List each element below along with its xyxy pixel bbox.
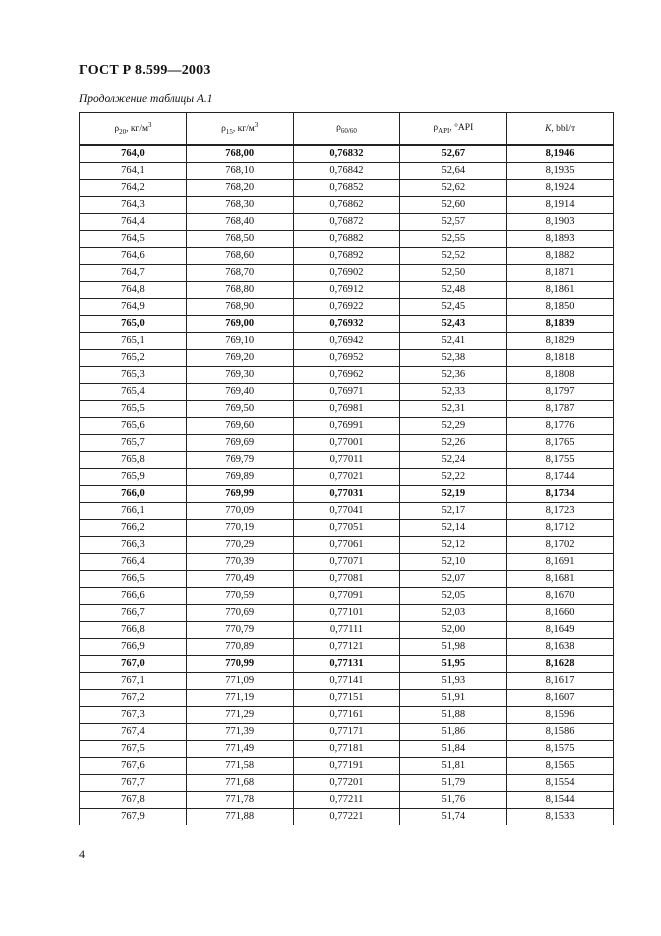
table-cell: 0,77051 — [293, 520, 400, 537]
column-symbol: ρ — [114, 124, 120, 135]
table-cell: 769,79 — [186, 452, 293, 469]
table-cell: 768,50 — [186, 231, 293, 248]
table-cell: 769,69 — [186, 435, 293, 452]
table-row — [80, 758, 614, 775]
table-cell: 52,50 — [400, 265, 507, 282]
table-cell: 0,77151 — [293, 690, 400, 707]
table-cell: 8,1744 — [507, 469, 614, 486]
table-row — [80, 145, 614, 163]
table-cell: 0,76882 — [293, 231, 400, 248]
table-header-row — [80, 113, 614, 146]
table-cell: 764,8 — [80, 282, 187, 299]
table-cell: 8,1670 — [507, 588, 614, 605]
table-cell: 766,6 — [80, 588, 187, 605]
table-row — [80, 724, 614, 741]
table-cell: 0,77221 — [293, 809, 400, 826]
column-header — [507, 113, 614, 146]
table-cell: 769,89 — [186, 469, 293, 486]
table-row — [80, 282, 614, 299]
table-row — [80, 690, 614, 707]
table-cell: 51,74 — [400, 809, 507, 826]
document-title: ГОСТ Р 8.599—2003 — [79, 63, 211, 78]
table-cell: 0,76862 — [293, 197, 400, 214]
table-cell: 770,19 — [186, 520, 293, 537]
table-row — [80, 486, 614, 503]
table-cell: 768,60 — [186, 248, 293, 265]
table-cell: 52,14 — [400, 520, 507, 537]
table-cell: 766,2 — [80, 520, 187, 537]
column-superscript: 3 — [254, 120, 259, 129]
table-cell: 771,39 — [186, 724, 293, 741]
column-header — [186, 113, 293, 146]
table-cell: 52,64 — [400, 163, 507, 180]
table-cell: 8,1723 — [507, 503, 614, 520]
table-row — [80, 452, 614, 469]
table-cell: 765,8 — [80, 452, 187, 469]
table-cell: 768,70 — [186, 265, 293, 282]
table-cell: 8,1734 — [507, 486, 614, 503]
table-cell: 8,1797 — [507, 384, 614, 401]
table-cell: 8,1660 — [507, 605, 614, 622]
table-cell: 0,76872 — [293, 214, 400, 231]
table-cell: 768,80 — [186, 282, 293, 299]
table-cell: 765,6 — [80, 418, 187, 435]
table-cell: 51,88 — [400, 707, 507, 724]
table-cell: 770,49 — [186, 571, 293, 588]
table-cell: 767,6 — [80, 758, 187, 775]
table-cell: 52,22 — [400, 469, 507, 486]
table-cell: 0,76932 — [293, 316, 400, 333]
table-cell: 0,77081 — [293, 571, 400, 588]
table-row — [80, 656, 614, 673]
table-cell: 0,77001 — [293, 435, 400, 452]
table-cell: 768,20 — [186, 180, 293, 197]
table-cell: 8,1946 — [507, 145, 614, 163]
table-cell: 52,43 — [400, 316, 507, 333]
table-cell: 52,33 — [400, 384, 507, 401]
table-row — [80, 605, 614, 622]
column-unit: , bbl/т — [551, 123, 576, 134]
table-cell: 51,93 — [400, 673, 507, 690]
table-cell: 764,0 — [80, 145, 187, 163]
table-cell: 768,00 — [186, 145, 293, 163]
table-cell: 0,77171 — [293, 724, 400, 741]
table-row — [80, 554, 614, 571]
table-cell: 8,1712 — [507, 520, 614, 537]
table-cell: 8,1914 — [507, 197, 614, 214]
table-cell: 8,1935 — [507, 163, 614, 180]
table-row — [80, 741, 614, 758]
table-cell: 764,6 — [80, 248, 187, 265]
table-cell: 51,76 — [400, 792, 507, 809]
table-cell: 764,2 — [80, 180, 187, 197]
table-cell: 0,77071 — [293, 554, 400, 571]
table-cell: 8,1691 — [507, 554, 614, 571]
table-cell: 51,91 — [400, 690, 507, 707]
table-cell: 0,77061 — [293, 537, 400, 554]
table-cell: 52,26 — [400, 435, 507, 452]
table-cell: 770,79 — [186, 622, 293, 639]
table-cell: 8,1808 — [507, 367, 614, 384]
table-cell: 8,1924 — [507, 180, 614, 197]
table-cell: 766,0 — [80, 486, 187, 503]
table-cell: 0,76942 — [293, 333, 400, 350]
table-cell: 767,9 — [80, 809, 187, 826]
table-cell: 51,84 — [400, 741, 507, 758]
table-cell: 770,09 — [186, 503, 293, 520]
table-cell: 768,40 — [186, 214, 293, 231]
table-cell: 0,76971 — [293, 384, 400, 401]
table-cell: 8,1871 — [507, 265, 614, 282]
table-cell: 8,1893 — [507, 231, 614, 248]
table-cell: 0,77041 — [293, 503, 400, 520]
table-row — [80, 792, 614, 809]
table-cell: 52,48 — [400, 282, 507, 299]
table-cell: 0,76952 — [293, 350, 400, 367]
table-cell: 0,76852 — [293, 180, 400, 197]
table-cell: 767,7 — [80, 775, 187, 792]
table-cell: 0,77211 — [293, 792, 400, 809]
table-cell: 766,5 — [80, 571, 187, 588]
table-cell: 52,19 — [400, 486, 507, 503]
column-header — [80, 113, 187, 146]
table-cell: 0,76902 — [293, 265, 400, 282]
table-cell: 764,3 — [80, 197, 187, 214]
table-row — [80, 707, 614, 724]
table-cell: 8,1839 — [507, 316, 614, 333]
table-cell: 765,9 — [80, 469, 187, 486]
table-cell: 769,10 — [186, 333, 293, 350]
table-cell: 767,5 — [80, 741, 187, 758]
table-cell: 8,1554 — [507, 775, 614, 792]
table-cell: 52,45 — [400, 299, 507, 316]
table-cell: 769,30 — [186, 367, 293, 384]
table-cell: 767,1 — [80, 673, 187, 690]
table-cell: 52,03 — [400, 605, 507, 622]
table-cell: 769,99 — [186, 486, 293, 503]
table-cell: 0,77101 — [293, 605, 400, 622]
table-cell: 8,1882 — [507, 248, 614, 265]
table-row — [80, 214, 614, 231]
table-cell: 765,0 — [80, 316, 187, 333]
table-cell: 764,7 — [80, 265, 187, 282]
table-cell: 52,62 — [400, 180, 507, 197]
table-cell: 8,1575 — [507, 741, 614, 758]
column-superscript: 3 — [147, 120, 152, 129]
table-row — [80, 673, 614, 690]
table-cell: 0,77191 — [293, 758, 400, 775]
table-cell: 766,3 — [80, 537, 187, 554]
table-cell: 52,38 — [400, 350, 507, 367]
table-cell: 51,81 — [400, 758, 507, 775]
table-cell: 767,8 — [80, 792, 187, 809]
table-cell: 51,95 — [400, 656, 507, 673]
column-symbol: ρ — [336, 122, 341, 133]
table-cell: 768,90 — [186, 299, 293, 316]
table-cell: 769,60 — [186, 418, 293, 435]
table-row — [80, 520, 614, 537]
table-cell: 8,1861 — [507, 282, 614, 299]
table-cell: 0,77031 — [293, 486, 400, 503]
table-cell: 52,10 — [400, 554, 507, 571]
table-cell: 52,29 — [400, 418, 507, 435]
table-cell: 0,77021 — [293, 469, 400, 486]
table-cell: 764,5 — [80, 231, 187, 248]
table-cell: 771,19 — [186, 690, 293, 707]
column-subscript: API — [438, 126, 450, 135]
table-cell: 764,9 — [80, 299, 187, 316]
table-cell: 0,77141 — [293, 673, 400, 690]
table-cell: 0,77181 — [293, 741, 400, 758]
table-row — [80, 418, 614, 435]
table-cell: 0,76991 — [293, 418, 400, 435]
table-row — [80, 197, 614, 214]
table-cell: 766,1 — [80, 503, 187, 520]
table-cell: 771,88 — [186, 809, 293, 826]
table-caption: Продолжение таблицы А.1 — [79, 93, 213, 105]
table-cell: 8,1776 — [507, 418, 614, 435]
table-cell: 52,36 — [400, 367, 507, 384]
table-cell: 769,50 — [186, 401, 293, 418]
table-row — [80, 469, 614, 486]
table-cell: 8,1586 — [507, 724, 614, 741]
table-row — [80, 503, 614, 520]
table-cell: 765,2 — [80, 350, 187, 367]
table-row — [80, 401, 614, 418]
table-cell: 765,5 — [80, 401, 187, 418]
table-row — [80, 588, 614, 605]
table-row — [80, 180, 614, 197]
table-cell: 766,8 — [80, 622, 187, 639]
table-cell: 8,1702 — [507, 537, 614, 554]
table-cell: 0,76892 — [293, 248, 400, 265]
table-cell: 51,86 — [400, 724, 507, 741]
table-cell: 0,76922 — [293, 299, 400, 316]
table-cell: 52,31 — [400, 401, 507, 418]
table-cell: 52,24 — [400, 452, 507, 469]
table-cell: 0,76962 — [293, 367, 400, 384]
table-cell: 770,69 — [186, 605, 293, 622]
table-cell: 764,4 — [80, 214, 187, 231]
table-cell: 771,58 — [186, 758, 293, 775]
table-cell: 0,77131 — [293, 656, 400, 673]
table-cell: 52,52 — [400, 248, 507, 265]
table-row — [80, 231, 614, 248]
table-row — [80, 316, 614, 333]
table-cell: 765,4 — [80, 384, 187, 401]
table-cell: 770,39 — [186, 554, 293, 571]
table-cell: 8,1829 — [507, 333, 614, 350]
table-row — [80, 367, 614, 384]
table-cell: 767,4 — [80, 724, 187, 741]
table-cell: 8,1533 — [507, 809, 614, 826]
table-cell: 770,99 — [186, 656, 293, 673]
table-cell: 51,98 — [400, 639, 507, 656]
table-cell: 52,57 — [400, 214, 507, 231]
table-row — [80, 384, 614, 401]
table-cell: 51,79 — [400, 775, 507, 792]
table-row — [80, 163, 614, 180]
table-cell: 52,60 — [400, 197, 507, 214]
column-subscript: 20 — [119, 128, 127, 137]
table-body — [80, 145, 614, 825]
table-cell: 765,7 — [80, 435, 187, 452]
column-header — [400, 113, 507, 146]
table-row — [80, 571, 614, 588]
density-table — [79, 112, 614, 825]
table-cell: 766,4 — [80, 554, 187, 571]
table-cell: 770,59 — [186, 588, 293, 605]
table-cell: 8,1818 — [507, 350, 614, 367]
table-cell: 771,09 — [186, 673, 293, 690]
table-cell: 771,49 — [186, 741, 293, 758]
table-cell: 8,1850 — [507, 299, 614, 316]
table-cell: 8,1681 — [507, 571, 614, 588]
table-cell: 771,29 — [186, 707, 293, 724]
table-cell: 765,3 — [80, 367, 187, 384]
table-cell: 0,76912 — [293, 282, 400, 299]
table-cell: 8,1765 — [507, 435, 614, 452]
table-cell: 0,77201 — [293, 775, 400, 792]
table-cell: 770,89 — [186, 639, 293, 656]
table-cell: 769,20 — [186, 350, 293, 367]
table-cell: 52,05 — [400, 588, 507, 605]
table-row — [80, 435, 614, 452]
table-cell: 8,1607 — [507, 690, 614, 707]
table-cell: 769,00 — [186, 316, 293, 333]
table-cell: 0,77121 — [293, 639, 400, 656]
table-cell: 0,77091 — [293, 588, 400, 605]
table-cell: 771,68 — [186, 775, 293, 792]
table-cell: 8,1649 — [507, 622, 614, 639]
table-row — [80, 809, 614, 826]
table-cell: 52,12 — [400, 537, 507, 554]
table-cell: 0,76842 — [293, 163, 400, 180]
table-cell: 768,10 — [186, 163, 293, 180]
table-cell: 771,78 — [186, 792, 293, 809]
column-unit: , кг/м — [126, 124, 148, 135]
table-cell: 769,40 — [186, 384, 293, 401]
table-cell: 0,77161 — [293, 707, 400, 724]
table-cell: 8,1544 — [507, 792, 614, 809]
table-cell: 767,0 — [80, 656, 187, 673]
table-row — [80, 248, 614, 265]
table-cell: 8,1787 — [507, 401, 614, 418]
table-row — [80, 622, 614, 639]
table-cell: 8,1903 — [507, 214, 614, 231]
table-row — [80, 299, 614, 316]
table-cell: 8,1638 — [507, 639, 614, 656]
column-unit: , кг/м — [232, 124, 255, 135]
column-subscript: 60/60 — [340, 126, 357, 135]
table-cell: 0,76981 — [293, 401, 400, 418]
table-cell: 768,30 — [186, 197, 293, 214]
column-symbol: K — [545, 123, 552, 134]
table-cell: 52,07 — [400, 571, 507, 588]
column-subscript: 15 — [225, 128, 233, 137]
table-cell: 8,1755 — [507, 452, 614, 469]
table-cell: 0,76832 — [293, 145, 400, 163]
table-cell: 0,77011 — [293, 452, 400, 469]
table-row — [80, 639, 614, 656]
column-unit: , °API — [449, 122, 474, 133]
table-cell: 767,3 — [80, 707, 187, 724]
table-cell: 765,1 — [80, 333, 187, 350]
table-cell: 52,17 — [400, 503, 507, 520]
table-cell: 52,55 — [400, 231, 507, 248]
table-cell: 770,29 — [186, 537, 293, 554]
table-row — [80, 265, 614, 282]
table-cell: 767,2 — [80, 690, 187, 707]
column-header — [293, 113, 400, 146]
table-cell: 0,77111 — [293, 622, 400, 639]
table-cell: 766,9 — [80, 639, 187, 656]
table-row — [80, 775, 614, 792]
table-cell: 766,7 — [80, 605, 187, 622]
page-number: 4 — [79, 847, 85, 861]
column-symbol: ρ — [221, 124, 226, 135]
column-symbol: ρ — [433, 122, 439, 133]
table-cell: 8,1628 — [507, 656, 614, 673]
table-cell: 8,1596 — [507, 707, 614, 724]
table-cell: 8,1617 — [507, 673, 614, 690]
table-cell: 764,1 — [80, 163, 187, 180]
table-row — [80, 350, 614, 367]
table-cell: 52,41 — [400, 333, 507, 350]
table-row — [80, 537, 614, 554]
table-cell: 52,00 — [400, 622, 507, 639]
table-row — [80, 333, 614, 350]
table-cell: 8,1565 — [507, 758, 614, 775]
table-cell: 52,67 — [400, 145, 507, 163]
